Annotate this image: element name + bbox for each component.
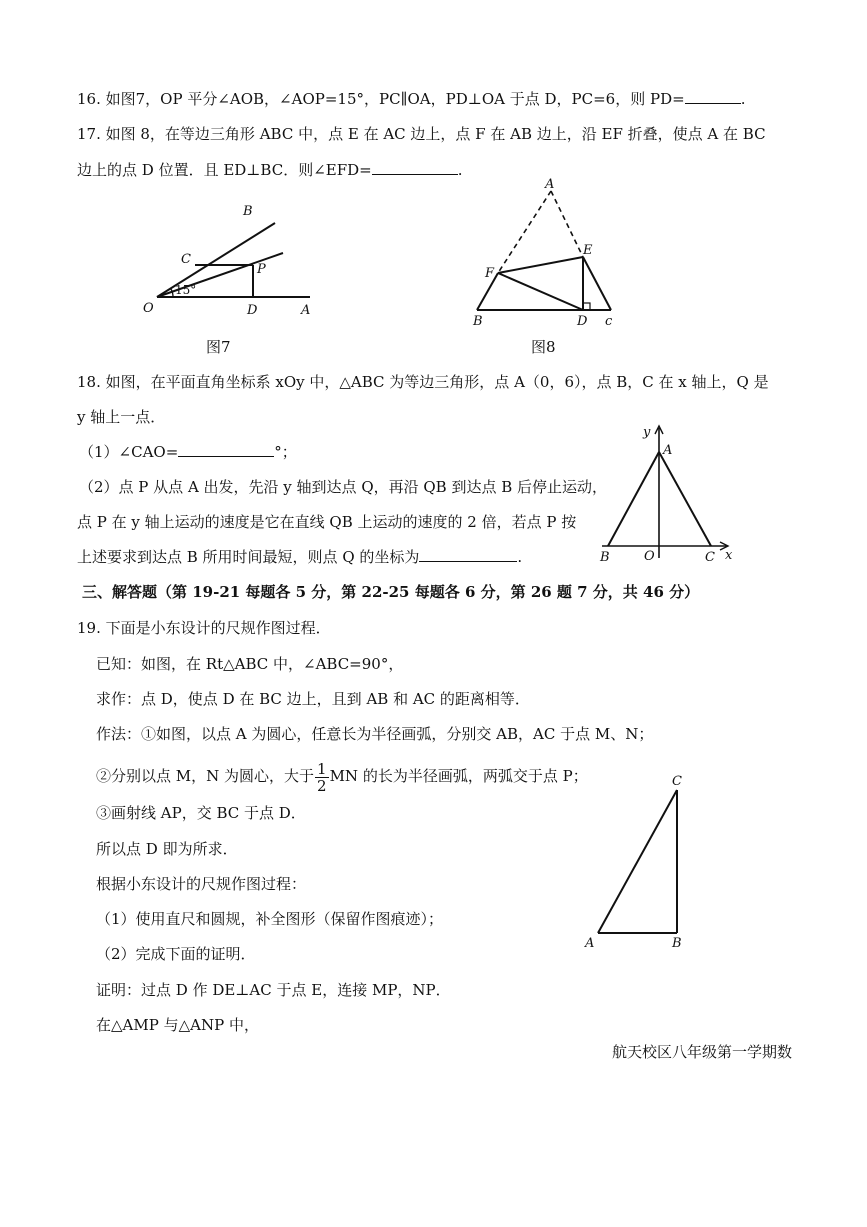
- q18-part2-line3: 上述要求到达点 B 所用时间最短，则点 Q 的坐标为 .: [77, 548, 523, 566]
- figure-19: [582, 770, 692, 950]
- fig7-label-p: P: [257, 262, 266, 277]
- q18-line1: 18. 如图，在平面直角坐标系 xOy 中，△ABC 为等边三角形，点 A（0，6），点 B，C 在 x 轴上，Q 是: [77, 373, 769, 391]
- q19-title: 19. 下面是小东设计的尺规作图过程．: [77, 619, 331, 637]
- footer-text: 航天校区八年级第一学期数: [612, 1043, 793, 1061]
- fig8-label-d: D: [577, 314, 588, 329]
- q16-line: 16. 如图7，OP 平分∠AOB，∠AOP=15°，PC∥OA，PD⊥OA 于点 D，PC=6，则 PD= .: [77, 90, 746, 108]
- fig7-label-a: A: [301, 303, 311, 318]
- q19-part2: （2）完成下面的证明．: [96, 945, 256, 963]
- figure-18: [592, 418, 752, 568]
- q18-line2: y 轴上一点．: [77, 408, 166, 426]
- fig18-label-o: O: [644, 549, 655, 564]
- q19-method2: ②分别以点 M，N 为圆心，大于 $\frac{1}{2}$ MN 的长为半径画弧，两弧交于点 P；: [96, 759, 588, 795]
- fig18-label-a: A: [663, 443, 673, 458]
- fig8-label-a: A: [545, 177, 555, 192]
- q19-method1: 作法：①如图，以点 A 为圆心，任意长为半径画弧，分别交 AB，AC 于点 M、N；: [96, 725, 654, 743]
- fig7-label-o: O: [143, 301, 154, 316]
- q17-line2: 边上的点 D 位置．且 ED⊥BC．则∠EFD= .: [77, 161, 463, 179]
- q19-according: 根据小东设计的尺规作图过程：: [96, 875, 307, 893]
- q18-part2-blank[interactable]: [419, 547, 517, 562]
- q18-part2-line2: 点 P 在 y 轴上运动的速度是它在直线 QB 上运动的速度的 2 倍，若点 P 按: [77, 513, 577, 531]
- fig7-angle-label: 15°: [175, 283, 197, 297]
- fig8-label-f: F: [485, 266, 495, 281]
- figure-8: [465, 175, 630, 335]
- fig8-label-b: B: [473, 314, 483, 329]
- q17-answer-blank[interactable]: [372, 160, 458, 175]
- q16-answer-blank[interactable]: [685, 89, 741, 104]
- fig7-label-b: B: [243, 204, 253, 219]
- q19-seek: 求作：点 D，使点 D 在 BC 边上，且到 AB 和 AC 的距离相等．: [96, 690, 530, 708]
- fig19-label-a: A: [585, 936, 595, 950]
- q17-line1: 17. 如图 8，在等边三角形 ABC 中，点 E 在 AC 边上，点 F 在 AB 边上，沿 EF 折叠，使点 A 在 BC: [77, 125, 766, 143]
- q19-in-triangles: 在△AMP 与△ANP 中，: [96, 1016, 259, 1034]
- q18-part1-blank[interactable]: [178, 442, 274, 457]
- q18-part2-line1: （2）点 P 从点 A 出发，先沿 y 轴到达点 Q，再沿 QB 到达点 B 后停止运动，: [79, 478, 608, 496]
- fig18-label-c: C: [705, 550, 715, 565]
- q18-part1: （1）∠CAO= °；: [79, 443, 297, 461]
- q16-text: 16. 如图7，OP 平分∠AOB，∠AOP=15°，PC∥OA，PD⊥OA 于点 D，PC=6，则 PD=: [77, 90, 685, 108]
- fig8-label-c: c: [605, 314, 613, 329]
- q19-therefore: 所以点 D 即为所求．: [96, 840, 238, 858]
- fig7-caption: 图7: [206, 338, 231, 356]
- fig7-label-d: D: [247, 303, 258, 318]
- q19-known: 已知：如图，在 Rt△ABC 中，∠ABC=90°，: [96, 655, 404, 673]
- figure-7: [135, 195, 335, 325]
- fig19-label-c: C: [672, 774, 682, 789]
- one-half-fraction: $\frac{1}{2}$: [317, 759, 327, 795]
- q19-part1: （1）使用直尺和圆规，补全图形（保留作图痕迹）；: [96, 910, 444, 928]
- fig18-label-x: x: [725, 548, 733, 563]
- fig18-label-y: y: [643, 425, 651, 440]
- q19-method3: ③画射线 AP，交 BC 于点 D．: [96, 804, 306, 822]
- fig8-caption: 图8: [531, 338, 556, 356]
- q19-proof: 证明：过点 D 作 DE⊥AC 于点 E，连接 MP，NP．: [96, 981, 451, 999]
- fig8-label-e: E: [583, 243, 593, 258]
- section3-title: 三、解答题（第 19-21 每题各 5 分，第 22-25 每题各 6 分，第 26 题 7 分，共 46 分）: [82, 583, 700, 601]
- fig18-label-b: B: [600, 550, 610, 565]
- fig19-label-b: B: [672, 936, 682, 950]
- fig7-label-c: C: [181, 252, 191, 267]
